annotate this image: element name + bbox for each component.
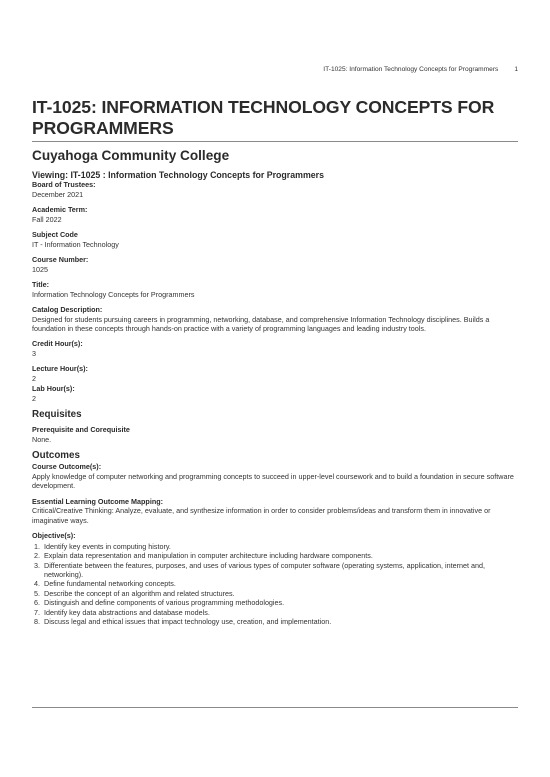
field-value: 2 xyxy=(32,374,36,383)
running-header xyxy=(323,66,518,73)
field-value: Critical/Creative Thinking: Analyze, evaluate, and synthesize information in order to consider problems/ideas and transform them in innovative or imaginative ways. xyxy=(32,506,491,525)
field-label: Lecture Hour(s): xyxy=(32,364,88,374)
field-label: Objective(s): xyxy=(32,531,76,541)
field-label: Subject Code xyxy=(32,230,78,239)
objectives-list xyxy=(32,542,518,627)
list-text: Identify key events in computing history. xyxy=(44,541,171,551)
viewing-heading: Viewing: IT-1025 : Information Technology Concepts for Programmers xyxy=(32,170,324,180)
list-text: Explain data representation and manipulation in computer architecture including hardware components. xyxy=(44,551,373,561)
list-item xyxy=(32,561,518,580)
document-body xyxy=(32,97,518,632)
list-number: 4. xyxy=(34,579,40,589)
requisites-heading: Requisites xyxy=(32,409,82,421)
list-item xyxy=(32,598,518,607)
field-label: Lab Hour(s): xyxy=(32,384,75,394)
list-item xyxy=(32,617,518,626)
field-label: Credit Hour(s): xyxy=(32,339,83,349)
list-text: Distinguish and define components of various programming methodologies. xyxy=(44,598,285,608)
list-number: 7. xyxy=(34,607,40,617)
lecture-hours-field xyxy=(32,364,518,383)
field-value: December 2021 xyxy=(32,189,84,199)
credit-hours-field xyxy=(32,339,518,358)
field-value: 2 xyxy=(32,394,36,403)
list-number: 8. xyxy=(34,617,40,627)
field-label: Catalog Description: xyxy=(32,305,103,314)
field-value: 3 xyxy=(32,349,36,358)
list-text: Discuss legal and ethical issues that impact technology use, creation, and implementation. xyxy=(44,617,332,627)
list-text: Describe the concept of an algorithm and related structures. xyxy=(44,588,235,598)
list-number: 2. xyxy=(34,551,40,561)
field-value: None. xyxy=(32,435,52,444)
list-item xyxy=(32,608,518,617)
outcome-mapping-field xyxy=(32,497,518,525)
list-number: 1. xyxy=(34,541,40,551)
field-value: IT - Information Technology xyxy=(32,239,119,249)
list-item xyxy=(32,579,518,588)
list-number: 6. xyxy=(34,598,40,608)
outcomes-heading: Outcomes xyxy=(32,450,80,462)
list-text: Identify key data abstractions and database models. xyxy=(44,607,210,617)
list-number: 5. xyxy=(34,588,40,598)
field-value: Designed for students pursuing careers in programming, networking, database, and comprehensive Information Technology disciplines. Builds a foundation in these concepts through hands-on practice with a variety of programming languages and leading industry tools. xyxy=(32,314,490,333)
list-item xyxy=(32,589,518,598)
field-label: Prerequisite and Corequisite xyxy=(32,425,130,435)
prerequisite-field xyxy=(32,425,518,444)
field-value: Information Technology Concepts for Programmers xyxy=(32,289,195,299)
course-outcome-field xyxy=(32,462,518,490)
running-title: IT-1025: Information Technology Concepts for Programmers xyxy=(323,66,499,73)
field-label: Board of Trustees: xyxy=(32,180,96,189)
field-label: Course Outcome(s): xyxy=(32,462,102,472)
page-number: 1 xyxy=(514,66,518,73)
subject-code-field xyxy=(32,230,518,249)
field-value: Fall 2022 xyxy=(32,214,62,224)
college-name: Cuyahoga Community College xyxy=(32,148,230,163)
course-title-field xyxy=(32,280,518,299)
catalog-description-field xyxy=(32,305,518,333)
lab-hours-field xyxy=(32,384,518,403)
field-label: Academic Term: xyxy=(32,205,88,214)
list-item xyxy=(32,551,518,560)
field-label: Course Number: xyxy=(32,255,89,264)
list-text: Define fundamental networking concepts. xyxy=(44,579,176,589)
list-text: Differentiate between the features, purposes, and uses of various types of computer software (operating systems, application, internet and, networking). xyxy=(44,560,485,580)
list-item xyxy=(32,542,518,551)
field-value: 1025 xyxy=(32,264,48,274)
list-number: 3. xyxy=(34,560,40,570)
field-label: Title: xyxy=(32,280,50,289)
objectives-field xyxy=(32,531,518,626)
course-number-field xyxy=(32,255,518,274)
academic-term-field xyxy=(32,205,518,224)
bottom-divider xyxy=(32,707,518,708)
title-divider xyxy=(32,141,518,142)
field-value: Apply knowledge of computer networking and programming concepts to succeed in upper-level coursework and to build a foundation in secure software development. xyxy=(32,472,514,491)
field-label: Essential Learning Outcome Mapping: xyxy=(32,496,163,506)
page-title: IT-1025: INFORMATION TECHNOLOGY CONCEPTS FOR PROGRAMMERS xyxy=(32,97,495,138)
board-of-trustees-field xyxy=(32,180,518,199)
